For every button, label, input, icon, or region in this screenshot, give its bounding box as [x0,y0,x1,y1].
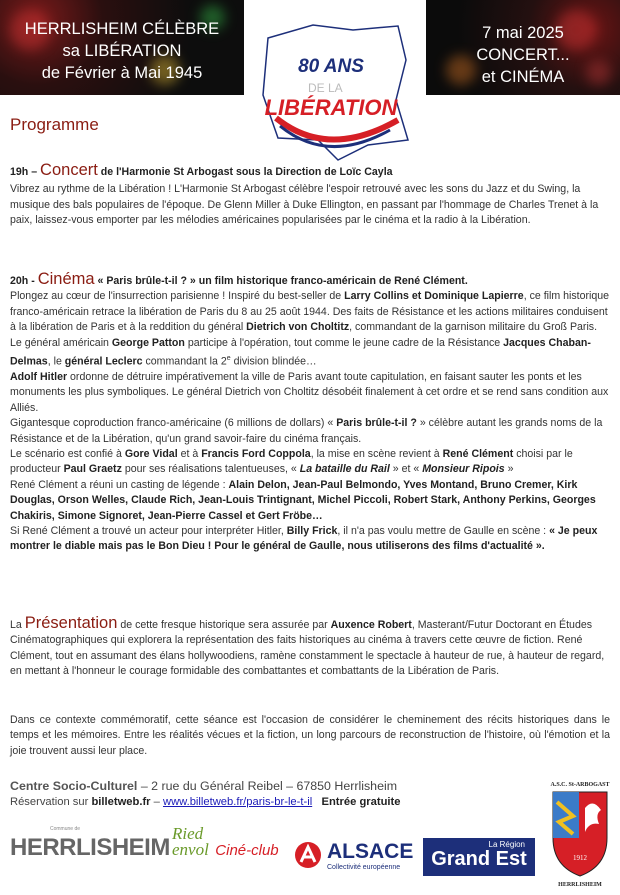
cinema-subtitle: « Paris brûle-t-il ? » un film historique franco-américain de René Clément. [97,275,468,287]
ried-envol-cine-club-logo: Ried envol Ciné-club [172,824,279,859]
crest-blue-quarter [553,792,579,838]
venue-address: – 2 rue du Général Reibel – 67850 Herrlisheim [137,779,398,793]
programme-title: Programme [10,115,99,134]
herrlisheim-logo: Commune de HERRLISHEIM [10,826,170,861]
cinema-paragraph-6: René Clément a réuni un casting de légende : Alain Delon, Jean-Paul Belmondo, Yves Montand, Bruno Cremer, Kirk Douglas, Orson Welles, Claude Rich, Jean-Louis Trintignant, Michel Piccoli, Robert Stark, Anthony Perkins, Georges Chakiris, Simone Signoret, Jean-Pierre Cassel et Gert Fröbe… [10,478,596,522]
concert-body: Vibrez au rythme de la Libération ! L'Harmonie St Arbogast célèbre l'espoir retrouvé avec les sons du Jazz et du Swing, la musique des bals populaires de l'époque. De Glenn Miller à Duke Ellington, en passant par l'hommage de Charles Trenet à la paix, laissez-vous emporter par les mélodies américaines popularisées par le cinéma et la radio à la Libération. [10,183,599,227]
header-right-text [426,22,620,88]
presentation-title: Présentation [24,614,118,632]
cinema-paragraph-3: Adolf Hitler ordonne de détruire impérativement la ville de Paris avant toute capitulation, en faisant sauter les ponts et les monuments les plus symboliques. Le général Dietrich von Choltitz désobéit finalement à cet ordre et se rend sans condition aux Alliés. [10,370,609,414]
header-left-line3: de Février à Mai 1945 [41,64,203,82]
header-left-line2: sa LIBÉRATION [62,42,182,60]
venue-name: Centre Socio-Culturel [10,779,138,793]
presentation-la: La [10,619,22,631]
header-right-line2: CONCERT... [476,46,570,64]
entry-free: Entrée gratuite [321,796,401,808]
asc-st-arbogast-crest [545,778,615,888]
logo-line2: DE LA [308,81,343,95]
reservation-link[interactable]: www.billetweb.fr/paris-br-le-t-il [162,796,313,808]
cinema-title: Cinéma [37,270,95,288]
80-ans-liberation-logo [258,20,413,165]
crest-bottom-text: HERRLISHEIM [558,882,602,888]
cinema-paragraph-5: Le scénario est confié à Gore Vidal et à Francis Ford Coppola, la mise en scène revient à René Clément choisi par le producteur Paul Graetz pour ses réalisations talentueuses, « La bataille du Rail » et « Monsieur Ripois » [10,448,573,476]
venue-info: Centre Socio-Culturel – 2 rue du Général Reibel – 67850 Herrlisheim Réservation sur billetweb.fr – www.billetweb.fr/paris-br-le-t-il Entrée gratuite [10,779,401,808]
concert-title: Concert [40,161,98,179]
header-right-line1: 7 mai 2025 [482,24,564,42]
concert-section [10,163,610,229]
concert-time: 19h – [10,166,38,178]
cinema-time: 20h - [10,275,35,287]
context-paragraph: Dans ce contexte commémoratif, cette séance est l'occasion de considérer le cheminement des récits historiques dans le temps et les mémoires. Entre les réalités vécues et la fiction, un long parcours de reconstruction de l'histoire, où l'émotion et la joie trouvent aussi leur place. [10,714,610,757]
reservation-label: Réservation sur [10,796,92,808]
crest-top-text: A.S.C. St-ARBOGAST [550,782,610,788]
reservation-site: billetweb.fr [91,796,151,808]
cinema-paragraph-4: Gigantesque coproduction franco-américaine (6 millions de dollars) « Paris brûle-t-il ? » célèbre autant les grands noms de la Résistance et de la Libération, qu'un grand savoir-faire du cinéma français. [10,417,603,445]
presentation-section: La Présentation de cette fresque historique sera assurée par Auxence Robert, Masterant/Futur Doctorant en Études Cinématographiques qui explorera la représentation des faits historiques au cinéma à travers cette œuvre de fiction. René Clément, tout en assumant des élans hollywoodiens, ramène constamment le spectacle à hauteur de rue, à hauteur de regard, en mettant à l'honneur le courage formidable des combattantes et combattants de la Libération de Paris. [10,614,605,678]
header-left-text [0,18,244,84]
cinema-paragraph-1: Plongez au cœur de l'insurrection parisienne ! Inspiré du best-seller de Larry Collins et Dominique Lapierre, ce film historique franco-américain retrace la libération de Paris du 8 au 25 août 1944. Des faits de Résistance et les actions militaires conduisent à la libération de Paris et à la reddition du général Dietrich von Choltitz, commandant de la garnison militaire du Groß Paris. [10,290,610,334]
cinema-section [10,272,610,555]
header-right-line3: et CINÉMA [481,68,565,86]
cinema-paragraph-7: Si René Clément a trouvé un acteur pour interpréter Hitler, Billy Frick, il n'a pas voulu mettre de Gaulle en scène : « Je peux montrer le diable mais pas le Bon Dieu ! Pour le général de Gaulle, nous utiliserons des films d'actualité ». [10,525,598,553]
concert-subtitle: de l'Harmonie St Arbogast sous la Direction de Loïc Cayla [100,166,393,178]
header-left-line1: HERRLISHEIM CÉLÈBRE [24,20,220,38]
alsace-logo: ALSACE Collectivité européenne [293,826,411,876]
alsace-a-icon [293,840,323,870]
logo-line3: LIBÉRATION [264,95,398,120]
logo-line1: 80 ANS [298,56,364,77]
cinema-paragraph-2: Le général américain George Patton participe à l'opération, tout comme le jeune cadre de la Résistance Jacques Chaban-Delmas, le général Leclerc commandant la 2e division blindée… [10,336,591,368]
grand-est-logo: La Région Grand Est [423,838,535,876]
crest-year: 1912 [573,854,587,862]
